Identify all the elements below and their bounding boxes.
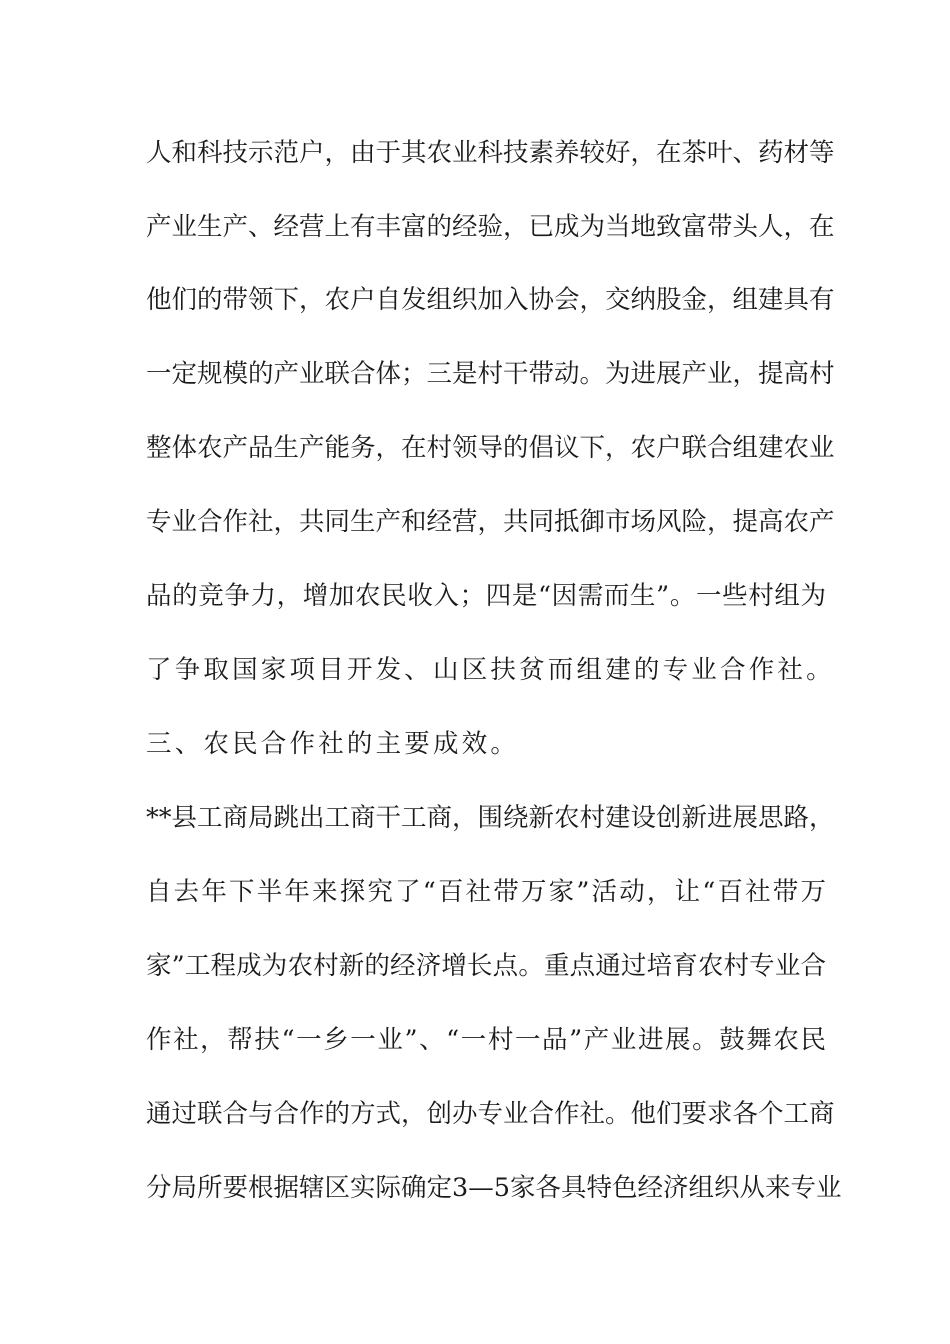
paragraph-line: 品的竞争力，增加农民收入；四是“因需而生”。一些村组为	[146, 581, 826, 611]
paragraph-line: 整体农产品生产能务，在村领导的倡议下，农户联合组建农业	[146, 433, 835, 463]
paragraph-line: **县工商局跳出工商干工商，围绕新农村建设创新进展思路，	[146, 803, 835, 833]
paragraph-line: 产业生产、经营上有丰富的经验，已成为当地致富带头人，在	[146, 212, 835, 242]
paragraph-line: 家”工程成为农村新的经济增长点。重点通过培育农村专业合	[146, 951, 826, 981]
paragraph-line: 一定规模的产业联合体；三是村干带动。为进展产业，提高村	[146, 359, 835, 389]
paragraph-line: 作社，帮扶“一乡一业”、“一村一品”产业进展。鼓舞农民	[146, 1025, 826, 1055]
paragraph-line: 自去年下半年来探究了“百社带万家”活动，让“百社带万	[146, 877, 826, 907]
paragraph-line: 人和科技示范户，由于其农业科技素养较好，在茶叶、药材等	[146, 138, 835, 168]
paragraph-line: 他们的带领下，农户自发组织加入协会，交纳股金，组建具有	[146, 285, 835, 315]
paragraph-line: 了争取国家项目开发、山区扶贫而组建的专业合作社。	[146, 655, 835, 685]
paragraph-line: 通过联合与合作的方式，创办专业合作社。他们要求各个工商	[146, 1099, 835, 1129]
paragraph-line: 分局所要根据辖区实际确定3—5家各具特色经济组织从来专业	[146, 1173, 842, 1203]
section-heading: 三、农民合作社的主要成效。	[146, 729, 520, 759]
paragraph-line: 专业合作社，共同生产和经营，共同抵御市场风险，提高农产	[146, 507, 835, 537]
